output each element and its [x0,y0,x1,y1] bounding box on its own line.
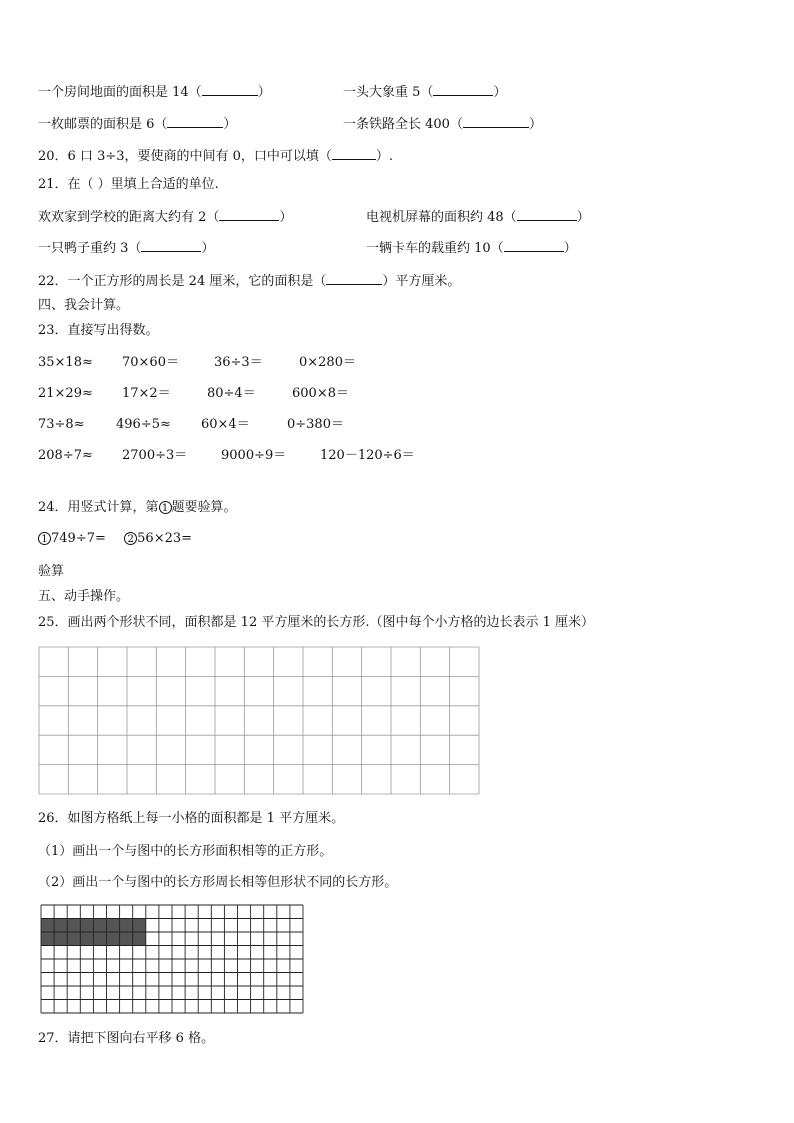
calc-item: 208÷7≈ [38,448,93,463]
fill-item-stamp: 一枚邮票的面积是 6（ ） [38,117,237,132]
calc-item: 600×8＝ [292,386,349,401]
fill-item-duck: 一只鸭子重约 3（ ） [38,241,215,256]
fill-item-elephant: 一头大象重 5（ ） [343,85,507,100]
circled-number: 2 [124,532,137,545]
question-20: 20．6 口 3÷3，要使商的中间有 0，口中可以填（ ）. [38,149,394,164]
question-26-part-2: （2）画出一个与图中的长方形周长相等但形状不同的长方形。 [38,875,398,890]
check-label: 验算 [38,564,65,579]
question-22: 22．一个正方形的周长是 24 厘米，它的面积是（ ）平方厘米。 [38,274,461,289]
calc-item: 80÷4＝ [207,386,256,401]
circled-number: 1 [38,532,51,545]
fill-item-railway: 一条铁路全长 400（ ） [343,117,542,132]
question-23: 23．直接写出得数。 [38,323,159,338]
answer-blank[interactable] [463,115,529,128]
grid-q25[interactable] [38,646,480,795]
calc-item: 496÷5≈ [116,417,171,432]
question-24: 24．用竖式计算，第 1 题要验算。 [38,500,237,515]
question-27: 27．请把下图向右平移 6 格。 [38,1031,215,1046]
answer-blank[interactable] [517,208,577,221]
calc-item: 36÷3＝ [214,355,263,370]
calc-item: 0÷380＝ [287,417,344,432]
answer-blank[interactable] [433,83,493,96]
circled-number: 1 [159,501,172,514]
answer-blank[interactable] [202,83,258,96]
calc-item: 17×2＝ [122,386,171,401]
answer-blank[interactable] [141,239,201,252]
fill-item-truck: 一辆卡车的载重约 10（ ） [366,241,577,256]
fill-item-room-area: 一个房间地面的面积是 14（ ） [38,85,271,100]
calc-item: 0×280＝ [299,355,356,370]
section-5-heading: 五、动手操作。 [38,589,130,604]
calc-item: 60×4＝ [201,417,250,432]
answer-blank[interactable] [219,208,279,221]
calc-item: 21×29≈ [38,386,93,401]
section-4-heading: 四、我会计算。 [38,298,130,313]
question-26: 26．如图方格纸上每一小格的面积都是 1 平方厘米。 [38,811,345,826]
fill-item-tv-screen: 电视机屏幕的面积约 48（ ） [366,210,590,225]
calc-item: 2700÷3＝ [122,448,188,463]
question-26-part-1: （1）画出一个与图中的长方形面积相等的正方形。 [38,844,333,859]
calc-item: 35×18≈ [38,355,93,370]
answer-blank[interactable] [326,272,382,285]
calc-item: 73÷8≈ [38,417,85,432]
answer-blank[interactable] [332,147,376,160]
fill-item-distance: 欢欢家到学校的距离大约有 2（ ） [38,210,293,225]
answer-blank[interactable] [167,115,223,128]
calc-item: 9000÷9＝ [221,448,287,463]
question-24-items: 1 749÷7= 2 56×23= [38,531,192,547]
question-25: 25．画出两个形状不同，面积都是 12 平方厘米的长方形.（图中每个小方格的边长表示 1 厘米） [38,615,595,630]
answer-blank[interactable] [504,239,564,252]
grid-q26[interactable] [40,904,304,1014]
question-21: 21．在（ ）里填上合适的单位. [38,177,219,192]
calc-item: 70×60＝ [122,355,179,370]
calc-item: 120－120÷6＝ [320,448,415,463]
